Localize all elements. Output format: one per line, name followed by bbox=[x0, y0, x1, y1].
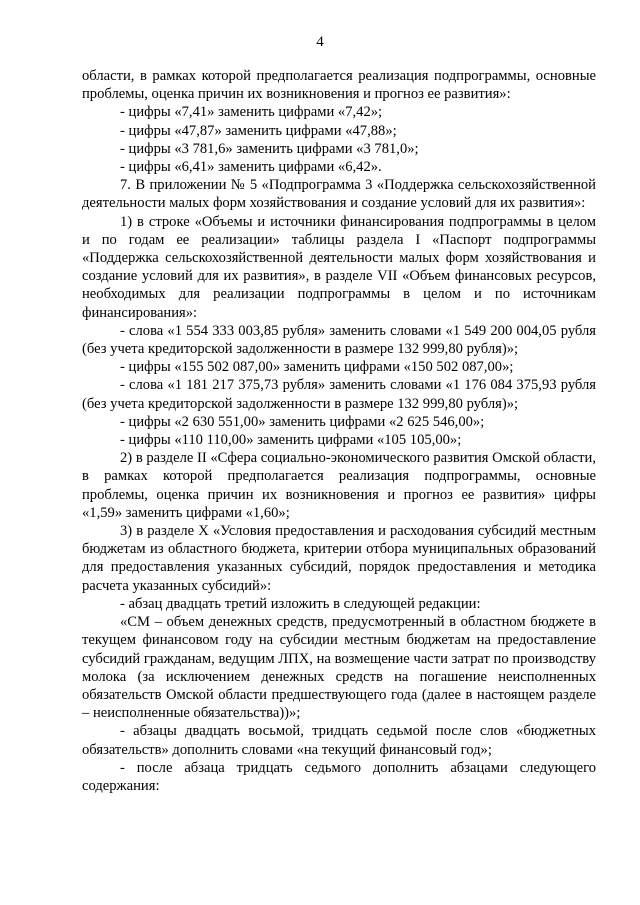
paragraph-10: - слова «1 181 217 375,73 рубля» заменить словами «1 176 084 375,93 рубля (без учета кредиторской задолженности в размере 132 999,80 рубля)»; bbox=[82, 377, 596, 412]
paragraph-12: - цифры «110 110,00» заменить цифрами «105 105,00»; bbox=[120, 432, 462, 449]
paragraph-4: - цифры «3 781,6» заменить цифрами «3 781,0»; bbox=[120, 140, 419, 157]
page-number: 4 bbox=[316, 34, 324, 50]
paragraph-16: «СМ – объем денежных средств, предусмотренный в областном бюджете в текущем финансовом году на субсидии местным бюджетам на предоставление субсидий гражданам, ведущим ЛПХ, на возмещение части затрат по производству молока (за исключением денежных средств на погашение неисполненных обязательств Омской области предшествующего года (далее в настоящем разделе – неисполненные обязательства))»; bbox=[82, 614, 596, 722]
paragraph-9: - цифры «155 502 087,00» заменить цифрами «150 502 087,00»; bbox=[120, 359, 514, 376]
paragraph-7: 1) в строке «Объемы и источники финансирования подпрограммы в целом и по годам ее реализации» таблицы раздела I «Паспорт подпрограммы «Поддержка сельскохозяйственной деятельности малых форм хозяйствования и создание условий для их развития», в разделе VII «Объем финансовых ресурсов, необходимых для реализации подпрограммы в целом и по источникам финансирования»: bbox=[82, 213, 596, 321]
paragraph-13: 2) в разделе II «Сфера социально-экономического развития Омской области, в рамках которой предполагается реализация подпрограммы, основные проблемы, оценка причин их возникновения и прогноз ее развития» цифры «1,59» заменить цифрами «1,60»; bbox=[82, 450, 596, 521]
paragraph-1: области, в рамках которой предполагается реализация подпрограммы, основные проблемы, оценка причин их возникновения и прогноз ее развития»: bbox=[82, 68, 596, 103]
paragraph-17: - абзацы двадцать восьмой, тридцать седьмой после слов «бюджетных обязательств» дополнить словами «на текущий финансовый год»; bbox=[82, 723, 596, 758]
paragraph-14: 3) в разделе X «Условия предоставления и расходования субсидий местным бюджетам из областного бюджета, критерии отбора муниципальных образований для предоставления указанных субсидий, порядок предоставления и методика расчета указанных субсидий»: bbox=[82, 523, 596, 594]
paragraph-8: - слова «1 554 333 003,85 рубля» заменить словами «1 549 200 004,05 рубля (без учета кредиторской задолженности в размере 132 999,80 рубля)»; bbox=[82, 322, 596, 358]
paragraph-3: - цифры «47,87» заменить цифрами «47,88»; bbox=[120, 122, 397, 139]
paragraph-15: - абзац двадцать третий изложить в следующей редакции: bbox=[120, 595, 481, 612]
document-body bbox=[82, 67, 596, 795]
paragraph-18: - после абзаца тридцать седьмого дополнить абзацами следующего содержания: bbox=[82, 759, 596, 794]
paragraph-11: - цифры «2 630 551,00» заменить цифрами «2 625 546,00»; bbox=[120, 413, 485, 430]
paragraph-5: - цифры «6,41» заменить цифрами «6,42». bbox=[120, 159, 382, 176]
paragraph-2: - цифры «7,41» заменить цифрами «7,42»; bbox=[120, 104, 383, 121]
paragraph-6: 7. В приложении № 5 «Подпрограмма 3 «Поддержка сельскохозяйственной деятельности малых форм хозяйствования и создание условий для их развития»: bbox=[82, 177, 596, 212]
